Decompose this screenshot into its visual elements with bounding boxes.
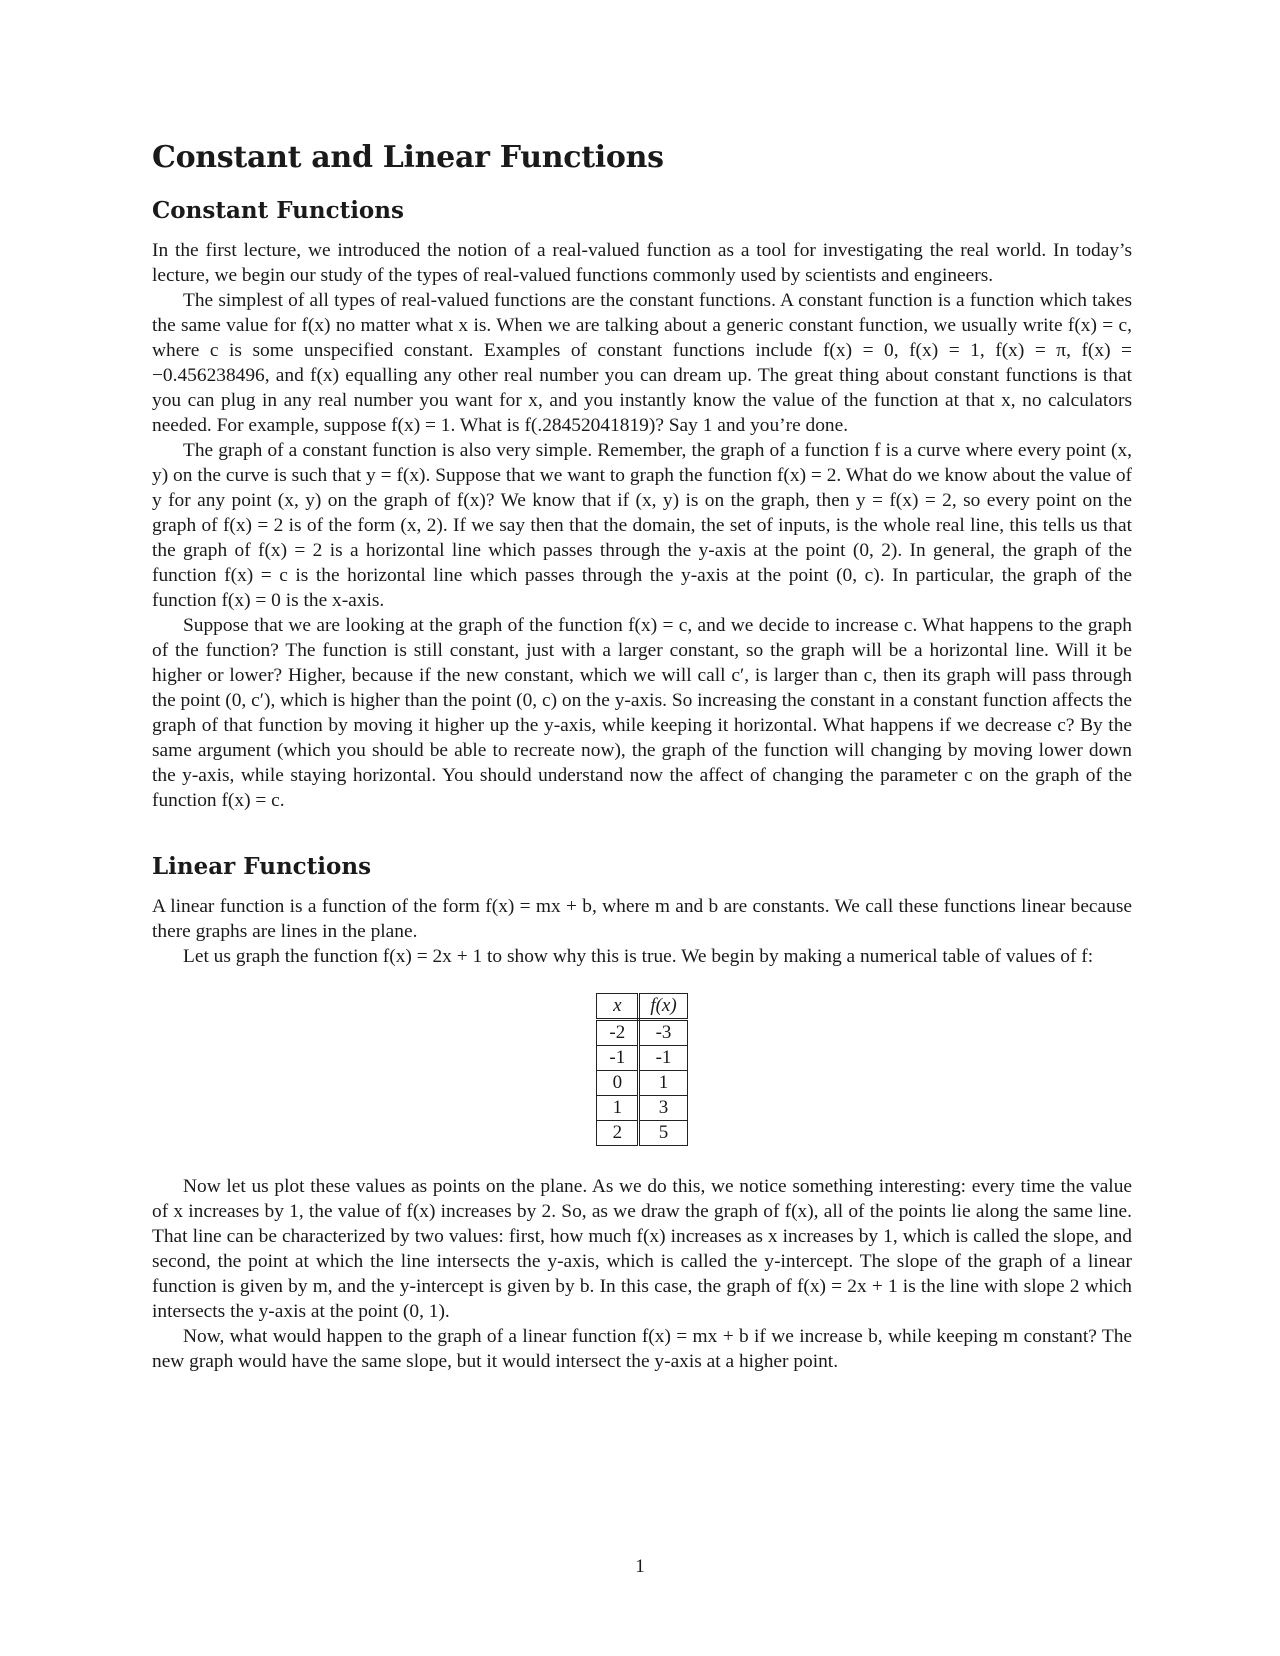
document-page <box>152 140 1132 1374</box>
table-cell: -3 <box>639 1020 687 1046</box>
paragraph: A linear function is a function of the form f(x) = mx + b, where m and b are constants. We call these functions linear because there graphs are lines in the plane. <box>152 896 1132 942</box>
paragraph: The graph of a constant function is also very simple. Remember, the graph of a function f is a curve where every point (x, y) on the curve is such that y = f(x). Suppose that we want to graph the function f(x) = 2. What do we know about the value of y for any point (x, y) on the graph of f(x)? We know that if (x, y) is on the graph, then y = f(x) = 2, so every point on the graph of f(x) = 2 is of the form (x, 2). If we say then that the domain, the set of inputs, is the whole real line, this tells us that the graph of f(x) = 2 is a horizontal line which passes through the y-axis at the point (0, 2). In general, the graph of the function f(x) = c is the horizontal line which passes through the y-axis at the point (0, c). In particular, the graph of the function f(x) = 0 is the x-axis. <box>152 440 1132 611</box>
paragraph: Suppose that we are looking at the graph of the function f(x) = c, and we decide to increase c. What happens to the graph of the function? The function is still constant, just with a larger constant, so the graph will be a horizontal line. Will it be higher or lower? Higher, because if the new constant, which we will call c′, is larger than c, then its graph will pass through the point (0, c′), which is higher than the point (0, c) on the y-axis. So increasing the constant in a constant function affects the graph of that function by moving it higher up the y-axis, while keeping it horizontal. What happens if we decrease c? By the same argument (which you should be able to recreate now), the graph of the function will changing by moving lower down the y-axis, while staying horizontal. You should understand now the affect of changing the parameter c on the graph of the function f(x) = c. <box>152 615 1132 811</box>
table-cell: -2 <box>597 1020 639 1046</box>
table-header-fx: f(x) <box>639 994 687 1020</box>
values-table <box>596 993 687 1146</box>
table-cell: 3 <box>639 1096 687 1121</box>
page-title: Constant and Linear Functions <box>152 140 664 175</box>
table-cell: 5 <box>639 1121 687 1146</box>
table-cell: -1 <box>597 1046 639 1071</box>
table-header-x: x <box>597 994 639 1020</box>
paragraph: Now, what would happen to the graph of a linear function f(x) = mx + b if we increase b, while keeping m constant? The new graph would have the same slope, but it would intersect the y-axis at a higher point. <box>152 1326 1132 1372</box>
paragraph: Let us graph the function f(x) = 2x + 1 to show why this is true. We begin by making a numerical table of values of f: <box>183 946 1094 967</box>
table-row <box>597 1096 687 1121</box>
paragraph: In the first lecture, we introduced the notion of a real-valued function as a tool for investigating the real world. In today’s lecture, we begin our study of the types of real-valued functions commonly used by scientists and engineers. <box>152 240 1132 286</box>
table-row <box>597 1020 687 1046</box>
table-header-row <box>597 994 687 1020</box>
table-cell: 2 <box>597 1121 639 1146</box>
table-cell: 0 <box>597 1071 639 1096</box>
table-cell: -1 <box>639 1046 687 1071</box>
table-cell: 1 <box>597 1096 639 1121</box>
section-heading-constant: Constant Functions <box>152 197 404 224</box>
table-row <box>597 1121 687 1146</box>
table-row <box>597 1071 687 1096</box>
table-cell: 1 <box>639 1071 687 1096</box>
paragraph: The simplest of all types of real-valued functions are the constant functions. A constant function is a function which takes the same value for f(x) no matter what x is. When we are talking about a generic constant function, we usually write f(x) = c, where c is some unspecified constant. Examples of constant functions include f(x) = 0, f(x) = 1, f(x) = π, f(x) = −0.456238496, and f(x) equalling any other real number you can dream up. The great thing about constant functions is that you can plug in any real number you want for x, and you instantly know the value of the function at that x, no calculators needed. For example, suppose f(x) = 1. What is f(.28452041819)? Say 1 and you’re done. <box>152 290 1132 436</box>
table-row <box>597 1046 687 1071</box>
paragraph: Now let us plot these values as points on the plane. As we do this, we notice something interesting: every time the value of x increases by 1, the value of f(x) increases by 2. So, as we draw the graph of f(x), all of the points lie along the same line. That line can be characterized by two values: first, how much f(x) increases as x increases by 1, which is called the slope, and second, the point at which the line intersects the y-axis, which is called the y-intercept. The slope of the graph of a linear function is given by m, and the y-intercept is given by b. In this case, the graph of f(x) = 2x + 1 is the line with slope 2 which intersects the y-axis at the point (0, 1). <box>152 1176 1132 1322</box>
page-number: 1 <box>635 1556 645 1577</box>
section-heading-linear: Linear Functions <box>152 853 372 880</box>
